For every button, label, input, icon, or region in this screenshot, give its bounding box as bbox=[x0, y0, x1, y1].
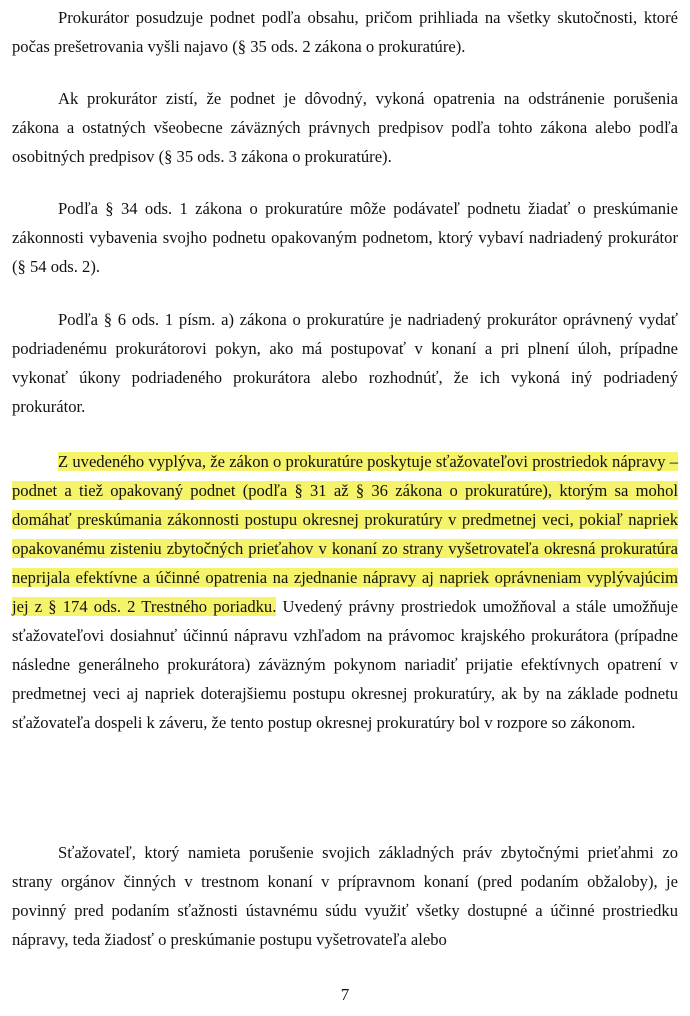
page-number: 7 bbox=[340, 985, 350, 1004]
paragraph-5 bbox=[12, 447, 678, 737]
paragraph-6: Sťažovateľ, ktorý namieta porušenie svojich základných práv zbytočnými prieťahmi zo strany orgánov činných v trestnom konaní v prípravnom konaní (pred podaním obžaloby), je povinný pred podaním sťažnosti ústavnému súdu využiť všetky dostupné a účinné prostriedku nápravy, teda žiadosť o preskúmanie postupu vyšetrovateľa alebo bbox=[12, 843, 678, 949]
paragraph-2: Ak prokurátor zistí, že podnet je dôvodný, vykoná opatrenia na odstránenie porušenia zákona a ostatných všeobecne záväzných právnych predpisov podľa tohto zákona alebo podľa osobitných predpisov (§ 35 ods. 3 zákona o prokuratúre). bbox=[12, 89, 678, 166]
paragraph-3: Podľa § 34 ods. 1 zákona o prokuratúre môže podávateľ podnetu žiadať o preskúmanie zákonnosti vybavenia svojho podnetu opakovaným podnetom, ktorý vybaví nadriadený prokurátor (§ 54 ods. 2). bbox=[12, 199, 678, 276]
highlighted-text: Z uvedeného vyplýva, že zákon o prokuratúre poskytuje sťažovateľovi prostriedok nápravy – podnet a tiež opakovaný podnet (podľa § 31 až § 36 zákona o prokuratúre), ktorým sa mohol domáhať preskúmania zákonnosti postupu okresnej prokuratúry v predmetnej veci, pokiaľ napriek opakovanému zisteniu zbytočných prieťahov v konaní zo strany vyšetrovateľa okresná prokuratúra neprijala efektívne a účinné opatrenia na zjednanie nápravy aj napriek oprávneniam vyplývajúcim jej z § 174 ods. 2 Trestného poriadku. bbox=[12, 452, 678, 616]
paragraph-4: Podľa § 6 ods. 1 písm. a) zákona o prokuratúre je nadriadený prokurátor oprávnený vydať podriadenému prokurátorovi pokyn, ako má postupovať v konaní a pri plnení úloh, prípadne vykonať úkony podriadeného prokurátora alebo rozhodnúť, že ich vykoná iný podriadený prokurátor. bbox=[12, 310, 678, 416]
paragraph-1: Prokurátor posudzuje podnet podľa obsahu, pričom prihliada na všetky skutočnosti, ktoré počas prešetrovania vyšli najavo (§ 35 ods. 2 zákona o prokuratúre). bbox=[12, 8, 678, 56]
paragraph-5-continuation: Uvedený právny prostriedok umožňoval a stále umožňuje sťažovateľovi dosiahnuť účinnú nápravu vzhľadom na právomoc krajského prokurátora (prípadne následne generálneho prokurátora) záväzným pokynom nariadiť prijatie efektívnych opatrení v predmetnej veci aj napriek doterajšiemu postupu okresnej prokuratúry, ak by na základe podnetu sťažovateľa dospeli k záveru, že tento postup okresnej prokuratúry bol v rozpore so zákonom. bbox=[12, 597, 679, 732]
